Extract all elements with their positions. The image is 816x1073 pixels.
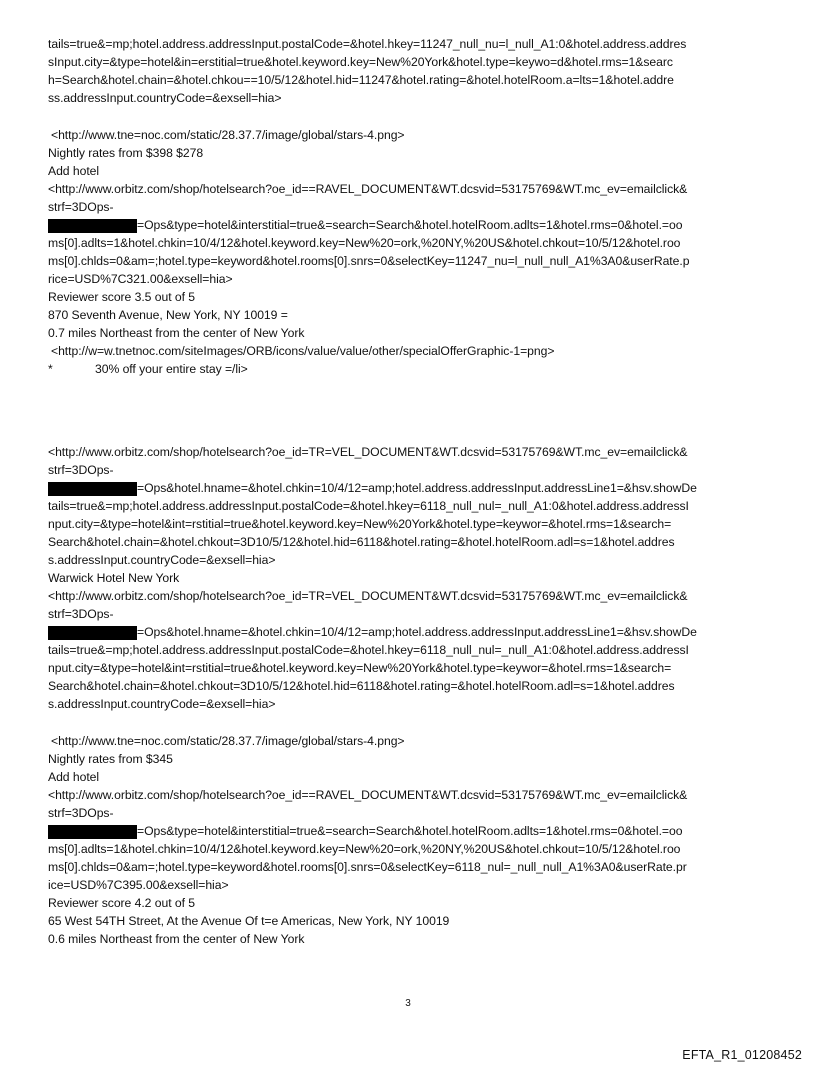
text-line: strf=3DOps- xyxy=(48,200,114,214)
text-line: 65 West 54TH Street, At the Avenue Of t=e Americas, New York, NY 10019 xyxy=(48,914,450,928)
text-line: 870 Seventh Avenue, New York, NY 10019 = xyxy=(48,308,288,322)
text-line: <http://www.tne=noc.com/static/28.37.7/image/global/stars-4.png> xyxy=(51,128,405,142)
redaction-bar xyxy=(48,219,137,233)
text-line: tails=true&=mp;hotel.address.addressInput.postalCode=&hotel.hkey=11247_null_nu=l_null_A1:0&hotel.address.addres xyxy=(48,37,687,51)
bates-stamp: EFTA_R1_01208452 xyxy=(682,1048,802,1062)
text-line: strf=3DOps- xyxy=(48,607,114,621)
text-line: <http://www.tne=noc.com/static/28.37.7/image/global/stars-4.png> xyxy=(51,734,405,748)
text-line: Add hotel xyxy=(48,164,100,178)
text-line: nput.city=&type=hotel&int=rstitial=true&hotel.keyword.key=New%20York&hotel.type=keywor=&hotel.rms=1&search= xyxy=(48,661,672,675)
bullet-marker: * xyxy=(48,362,53,376)
text-line: Search&hotel.chain=&hotel.chkout=3D10/5/12&hotel.hid=6118&hotel.rating=&hotel.hotelRoom.adl=s=1&hotel.addres xyxy=(48,535,675,549)
text-line: Add hotel xyxy=(48,770,100,784)
text-line: 0.7 miles Northeast from the center of New York xyxy=(48,326,305,340)
text-line: ms[0].chlds=0&am=;hotel.type=keyword&hotel.rooms[0].snrs=0&selectKey=11247_nu=l_null_null_A1%3A0&userRate.p xyxy=(48,254,690,268)
text-line: s.addressInput.countryCode=&exsell=hia> xyxy=(48,697,276,711)
text-line: <http://www.orbitz.com/shop/hotelsearch?oe_id=TR=VEL_DOCUMENT&WT.dcsvid=53175769&WT.mc_ev=emailclick& xyxy=(48,445,688,459)
text-line: ss.addressInput.countryCode=&exsell=hia> xyxy=(48,91,282,105)
text-line: =Ops&hotel.hname=&hotel.chkin=10/4/12=amp;hotel.address.addressInput.addressLine1=&hsv.showDe xyxy=(137,625,697,639)
text-line: <http://w=w.tnetnoc.com/siteImages/ORB/icons/value/value/other/specialOfferGraphic-1=png> xyxy=(51,344,555,358)
text-line: ms[0].chlds=0&am=;hotel.type=keyword&hotel.rooms[0].snrs=0&selectKey=6118_nul=_null_null_A1%3A0&userRate.pr xyxy=(48,860,687,874)
text-line: Reviewer score 4.2 out of 5 xyxy=(48,896,196,910)
text-line: <http://www.orbitz.com/shop/hotelsearch?oe_id==RAVEL_DOCUMENT&WT.dcsvid=53175769&WT.mc_ev=emailclick& xyxy=(48,788,688,802)
redaction-bar xyxy=(48,626,137,640)
page-number: 3 xyxy=(405,998,411,1009)
text-line: ice=USD%7C395.00&exsell=hia> xyxy=(48,878,229,892)
text-line: Warwick Hotel New York xyxy=(48,571,180,585)
redaction-bar xyxy=(48,825,137,839)
text-line: nput.city=&type=hotel&int=rstitial=true&hotel.keyword.key=New%20York&hotel.type=keywor=&hotel.rms=1&search= xyxy=(48,517,672,531)
text-line: strf=3DOps- xyxy=(48,463,114,477)
text-line: =Ops&hotel.hname=&hotel.chkin=10/4/12=amp;hotel.address.addressInput.addressLine1=&hsv.showDe xyxy=(137,481,697,495)
text-line: =Ops&type=hotel&interstitial=true&=search=Search&hotel.hotelRoom.adlts=1&hotel.rms=0&hotel.=oo xyxy=(137,824,683,838)
text-line: ms[0].adlts=1&hotel.chkin=10/4/12&hotel.keyword.key=New%20=ork,%20NY,%20US&hotel.chkout=10/5/12&hotel.roo xyxy=(48,842,681,856)
text-line: <http://www.orbitz.com/shop/hotelsearch?oe_id==RAVEL_DOCUMENT&WT.dcsvid=53175769&WT.mc_ev=emailclick& xyxy=(48,182,688,196)
text-line: ms[0].adlts=1&hotel.chkin=10/4/12&hotel.keyword.key=New%20=ork,%20NY,%20US&hotel.chkout=10/5/12&hotel.roo xyxy=(48,236,681,250)
text-line: Reviewer score 3.5 out of 5 xyxy=(48,290,196,304)
text-line: tails=true&=mp;hotel.address.addressInput.postalCode=&hotel.hkey=6118_null_nul=_null_A1:0&hotel.address.addressI xyxy=(48,499,689,513)
text-line: 0.6 miles Northeast from the center of New York xyxy=(48,932,305,946)
text-line: =Ops&type=hotel&interstitial=true&=search=Search&hotel.hotelRoom.adlts=1&hotel.rms=0&hotel.=oo xyxy=(137,218,683,232)
text-line: rice=USD%7C321.00&exsell=hia> xyxy=(48,272,233,286)
bullet-text: 30% off your entire stay =/li> xyxy=(95,362,248,376)
text-line: s.addressInput.countryCode=&exsell=hia> xyxy=(48,553,276,567)
text-line: sInput.city=&type=hotel&in=erstitial=true&hotel.keyword.key=New%20York&hotel.type=keywo=d&hotel.rms=1&searc xyxy=(48,55,673,69)
text-line: Nightly rates from $345 xyxy=(48,752,173,766)
text-line: Search&hotel.chain=&hotel.chkout=3D10/5/12&hotel.hid=6118&hotel.rating=&hotel.hotelRoom.adl=s=1&hotel.addres xyxy=(48,679,675,693)
text-line: Nightly rates from $398 $278 xyxy=(48,146,204,160)
text-line: strf=3DOps- xyxy=(48,806,114,820)
redaction-bar xyxy=(48,482,137,496)
text-line: <http://www.orbitz.com/shop/hotelsearch?oe_id=TR=VEL_DOCUMENT&WT.dcsvid=53175769&WT.mc_ev=emailclick& xyxy=(48,589,688,603)
text-line: h=Search&hotel.chain=&hotel.chkou==10/5/12&hotel.hid=11247&hotel.rating=&hotel.hotelRoom.a=lts=1&hotel.addre xyxy=(48,73,674,87)
text-line: tails=true&=mp;hotel.address.addressInput.postalCode=&hotel.hkey=6118_null_nul=_null_A1:0&hotel.address.addressI xyxy=(48,643,689,657)
